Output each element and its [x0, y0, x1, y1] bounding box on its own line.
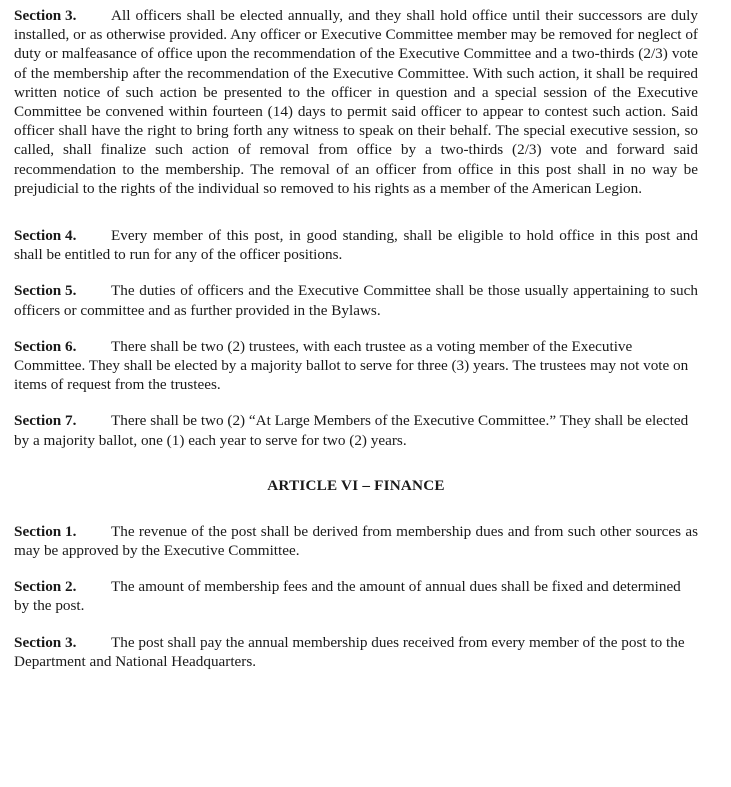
finance-section-2-fees	[14, 577, 698, 615]
section-label: Section 4.	[14, 227, 77, 245]
section-label: Section 3.	[14, 633, 77, 651]
section-label: Section 1.	[14, 522, 77, 540]
section-text: The amount of membership fees and the amount of annual dues shall be fixed and determined by the post.	[14, 578, 681, 615]
section-label: Section 2.	[14, 578, 77, 596]
section-7-at-large-members	[14, 411, 698, 449]
section-text: All officers shall be elected annually, and they shall hold office until their successors are duly installed, or as otherwise provided. Any officer or Executive Committee member may be removed for neglect of duty or malfeasance of office upon the recommendation of the Executive Committee and a two-thirds (2/3) vote of the membership after the recommendation of the Executive Committee. With such action, it shall be required written notice of such action be presented to the officer in question and a special session of the Executive Committee be convened within fourteen (14) days to permit said officer to appear to contest such action. Said officer shall have the right to bring forth any witness to speak on their behalf. The special executive session, so called, shall finalize such action of removal from office by a two-thirds (2/3) vote and forward said recommendation to the membership. The removal of an officer from office in this post shall in no way be prejudicial to the rights of the individual so removed to his rights as a member of the American Legion.	[14, 7, 698, 197]
section-label: Section 3.	[14, 7, 77, 24]
section-text: There shall be two (2) trustees, with each trustee as a voting member of the Executive Committee. They shall be elected by a majority ballot to serve for three (3) years. The trustees may not vote on items of request from the trustees.	[14, 337, 689, 394]
section-text: The revenue of the post shall be derived from membership dues and from such other sources as may be approved by the Executive Committee.	[14, 522, 698, 560]
section-label: Section 6.	[14, 337, 77, 355]
section-label: Section 7.	[14, 412, 77, 430]
section-6-trustees	[14, 337, 698, 395]
finance-section-3-dues	[14, 633, 698, 671]
section-text: There shall be two (2) “At Large Members of the Executive Committee.” They shall be elected by a majority ballot, one (1) each year to serve for two (2) years.	[14, 412, 689, 449]
section-5-duties	[14, 281, 698, 319]
section-3-officers-election	[14, 6, 698, 198]
section-text: Every member of this post, in good standing, shall be eligible to hold office in this post and shall be entitled to run for any of the officer positions.	[14, 227, 698, 264]
document-page	[14, 6, 698, 671]
section-text: The duties of officers and the Executive Committee shall be those usually appertaining to such officers or committee and as further provided in the Bylaws.	[14, 282, 698, 319]
section-4-eligibility	[14, 226, 698, 264]
finance-section-1-revenue	[14, 522, 698, 560]
section-text: The post shall pay the annual membership dues received from every member of the post to the Department and National Headquarters.	[14, 633, 685, 670]
section-label: Section 5.	[14, 282, 77, 300]
article-heading: ARTICLE VI – FINANCE	[267, 476, 445, 494]
